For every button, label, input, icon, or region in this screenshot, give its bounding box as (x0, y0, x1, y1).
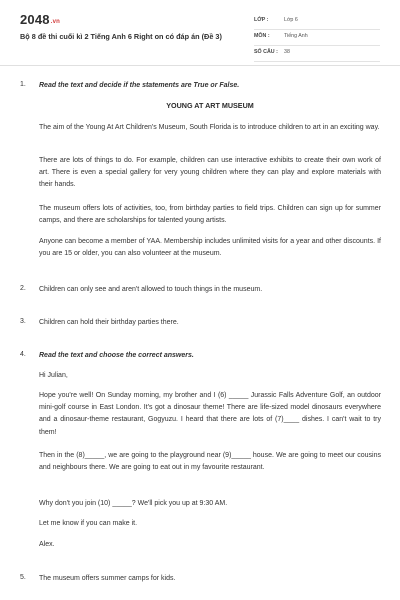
passage-paragraph: The museum offers lots of activities, too, from birthday parties to field trips. Children can sign up for summer camps, and there are scholarships for talented young artists. (39, 205, 381, 225)
letter-paragraph: Let me know if you can make it. (39, 520, 138, 527)
info-row-subject (254, 30, 380, 46)
letter-paragraph: Why don't you join (10) _____? We'll pick you up at 9:30 AM. (39, 500, 228, 507)
page-header (0, 0, 400, 64)
site-logo[interactable] (20, 12, 60, 27)
info-value: 38 (284, 49, 290, 55)
info-label: MÔN : (254, 33, 270, 39)
info-value: Tiếng Anh (284, 33, 308, 39)
question-text: Children can only see and aren't allowed to touch things in the museum. (39, 286, 263, 293)
question-number: 5. (20, 574, 26, 581)
question-instruction: Read the text and decide if the statements are True or False. (39, 82, 240, 89)
question-number: 1. (20, 81, 26, 88)
letter-greeting: Hi Julian, (39, 372, 68, 379)
info-box (254, 14, 380, 62)
info-label: LỚP : (254, 17, 269, 23)
question-number: 3. (20, 318, 26, 325)
question-number: 2. (20, 285, 26, 292)
logo-number: 2048 (20, 12, 50, 27)
question-text: The museum offers summer camps for kids. (39, 575, 176, 582)
question-number: 4. (20, 351, 26, 358)
question-text: Children can hold their birthday parties there. (39, 319, 179, 326)
logo-suffix: .vn (50, 19, 61, 25)
info-row-count (254, 46, 380, 62)
info-value: Lớp 6 (284, 17, 298, 23)
passage-paragraph: Anyone can become a member of YAA. Membership includes unlimited visits for a year and other discounts. If you are 15 or older, you can also volunteer at the museum. (39, 238, 381, 258)
passage-paragraph: The aim of the Young At Art Children's Museum, South Florida is to introduce children to art in an exciting way. (39, 124, 380, 131)
info-row-class (254, 14, 380, 30)
passage-paragraph: There are lots of things to do. For example, children can use interactive exhibits to create their own work of art. There is even a special gallery for very young children where they can play and explore materials with their hands. (39, 157, 381, 189)
info-label: SỐ CÂU : (254, 49, 278, 55)
question-instruction: Read the text and choose the correct answers. (39, 352, 194, 359)
document-title: Bộ 8 đề thi cuối kì 2 Tiếng Anh 6 Right on có đáp án (Đề 3) (20, 32, 222, 41)
letter-signature: Alex. (39, 541, 55, 548)
passage-title: YOUNG AT ART MUSEUM (166, 101, 254, 110)
header-divider (0, 65, 400, 66)
letter-paragraph: Hope you're well! On Sunday morning, my brother and I (6) _____ Jurassic Falls Adventure Golf, an outdoor mini-golf course in East London. It's got a dinosaur theme! There are life-sized model dinosaurs everywhere and a dinosaur-theme restaurant, Gogyuzu. I heard that there are lots of (7)____ dishes. I can't wait to try them! (39, 392, 381, 436)
letter-paragraph: Then in the (8)_____, we are going to the playground near (9)_____ house. We are going to meet our cousins and neighbours there. We are going to eat out in my favourite restaurant. (39, 452, 381, 472)
